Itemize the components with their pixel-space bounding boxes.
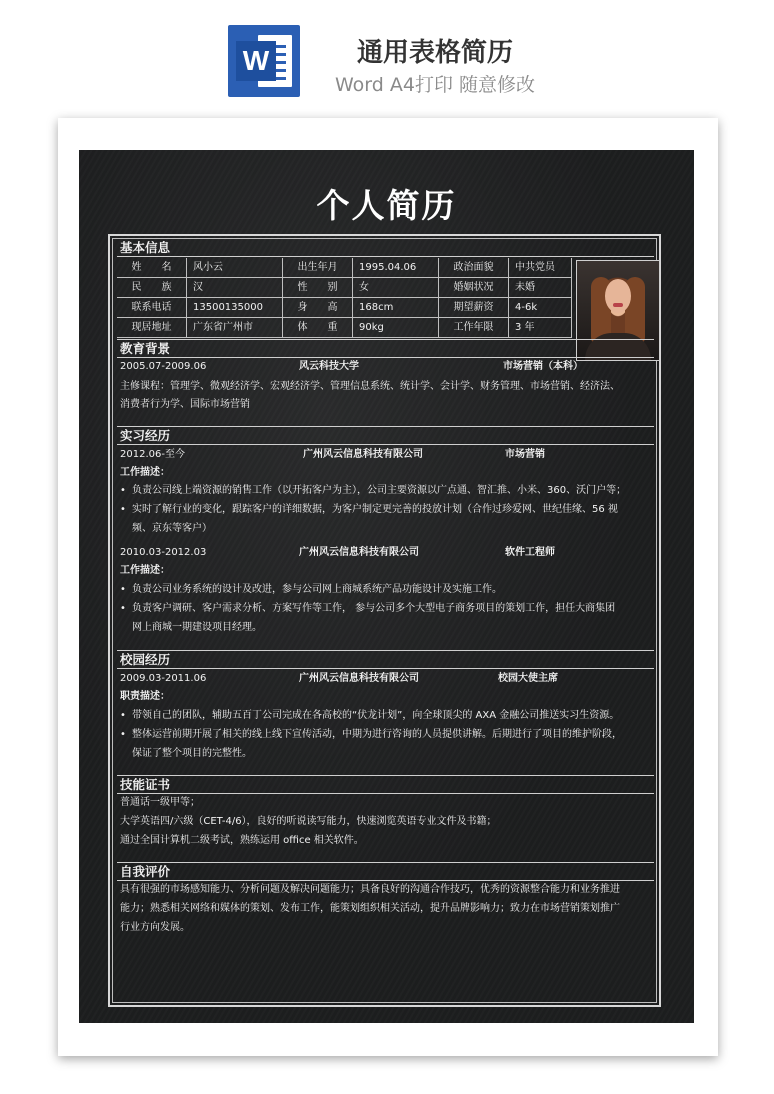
header-banner — [0, 0, 774, 110]
skill-line-1: 普通话一级甲等； — [120, 797, 200, 808]
resume-title: 个人简历 — [316, 186, 457, 225]
bullet: • — [120, 710, 126, 721]
resume-frame — [108, 234, 661, 1007]
job2-role: 软件工程师 — [505, 547, 555, 558]
skill-line-2: 大学英语四/六级（CET-4/6），良好的听说读写能力，快速浏览英语专业文件及书籍； — [120, 816, 497, 827]
basic-info-table — [117, 258, 572, 338]
edu-school: 风云科技大学 — [299, 361, 359, 372]
section-self-eval: 自我评价 — [117, 862, 654, 881]
info-value: 1995.04.06 — [353, 258, 439, 278]
info-label: 性 别 — [283, 278, 353, 298]
job1-period: 2012.06-至今 — [120, 449, 185, 460]
self-eval-line-1: 具有很强的市场感知能力、分析问题及解决问题能力；具备良好的沟通合作技巧，优秀的资源整合能力和业务推进 — [120, 884, 620, 895]
skill-line-3: 通过全国计算机二级考试，熟练运用 office 相关软件。 — [120, 835, 364, 846]
info-value: 未婚 — [509, 278, 572, 298]
bullet: • — [120, 504, 126, 515]
info-label: 民 族 — [117, 278, 187, 298]
section-education: 教育背景 — [117, 339, 654, 358]
banner-title: 通用表格简历 — [356, 38, 513, 68]
campus-line-2: 整体运营前期开展了相关的线上线下宣传活动，中期为进行咨询的人员提供讲解。后期进行了项目的维护阶段， — [132, 729, 622, 740]
bullet: • — [120, 729, 126, 740]
info-label: 工作年限 — [439, 318, 509, 338]
campus-desc-label: 职责描述： — [120, 691, 170, 702]
info-value: 13500135000 — [187, 298, 283, 318]
campus-role: 校园大使主席 — [498, 673, 558, 684]
info-value: 广东省广州市 — [187, 318, 283, 338]
edu-major: 市场营销（本科） — [503, 361, 583, 372]
job1-line-3: 频、京东等客户） — [132, 523, 212, 534]
edu-courses-line-1: 主修课程：管理学、微观经济学、宏观经济学、管理信息系统、统计学、会计学、财务管理、市场营销、经济法、 — [120, 381, 620, 392]
edu-period: 2005.07-2009.06 — [120, 361, 207, 372]
bullet: • — [120, 603, 126, 614]
section-campus: 校园经历 — [117, 650, 654, 669]
job1-desc-label: 工作描述： — [120, 467, 170, 478]
self-eval-line-2: 能力；熟悉相关网络和媒体的策划、发布工作，能策划组织相关活动，提升品牌影响力；致力在市场营销策划推广 — [120, 903, 620, 914]
info-label: 联系电话 — [117, 298, 187, 318]
info-label: 姓 名 — [117, 258, 187, 278]
section-skills: 技能证书 — [117, 775, 654, 794]
job2-desc-label: 工作描述： — [120, 565, 170, 576]
info-value: 汉 — [187, 278, 283, 298]
info-value: 90kg — [353, 318, 439, 338]
bullet: • — [120, 485, 126, 496]
word-icon — [228, 25, 300, 97]
job2-line-2: 负责客户调研、客户需求分析、方案写作等工作， 参与公司多个大型电子商务项目的策划工作，担任大商集团 — [132, 603, 616, 614]
edu-courses-line-2: 消费者行为学、国际市场营销 — [120, 399, 250, 410]
job2-line-3: 网上商城一期建设项目经理。 — [132, 622, 262, 633]
resume-inner-frame — [112, 238, 657, 1003]
info-value: 女 — [353, 278, 439, 298]
job1-company: 广州风云信息科技有限公司 — [303, 449, 423, 460]
info-label: 身 高 — [283, 298, 353, 318]
info-label: 现居地址 — [117, 318, 187, 338]
info-label: 政治面貌 — [439, 258, 509, 278]
info-label: 期望薪资 — [439, 298, 509, 318]
info-label: 出生年月 — [283, 258, 353, 278]
info-value: 风小云 — [187, 258, 283, 278]
section-basic-info: 基本信息 — [117, 239, 654, 257]
bullet: • — [120, 584, 126, 595]
campus-line-3: 保证了整个项目的完整性。 — [132, 748, 252, 759]
resume-board — [79, 150, 694, 1023]
campus-line-1: 带领自己的团队，辅助五百丁公司完成在各高校的“伏龙计划”，向全球顶尖的 AXA 金融公司推送实习生资源。 — [132, 710, 620, 721]
info-label: 体 重 — [283, 318, 353, 338]
campus-period: 2009.03-2011.06 — [120, 673, 207, 684]
info-value: 4-6k — [509, 298, 572, 318]
word-letter: W — [236, 41, 276, 81]
info-value: 中共党员 — [509, 258, 572, 278]
job2-period: 2010.03-2012.03 — [120, 547, 207, 558]
info-value: 3 年 — [509, 318, 572, 338]
section-internship: 实习经历 — [117, 426, 654, 445]
info-value: 168cm — [353, 298, 439, 318]
job2-company: 广州风云信息科技有限公司 — [299, 547, 419, 558]
info-label: 婚姻状况 — [439, 278, 509, 298]
banner-subtitle: Word A4打印 随意修改 — [334, 74, 535, 96]
campus-company: 广州风云信息科技有限公司 — [299, 673, 419, 684]
job1-line-2: 实时了解行业的变化，跟踪客户的详细数据，为客户制定更完善的投放计划（合作过珍爱网、世纪佳缘、56 视 — [132, 504, 618, 515]
self-eval-line-3: 行业方向发展。 — [120, 922, 190, 933]
job1-line-1: 负责公司线上端资源的销售工作（以开拓客户为主），公司主要资源以广点通、智汇推、小米、360、沃门户等； — [132, 485, 627, 496]
job2-line-1: 负责公司业务系统的设计及改进，参与公司网上商城系统产品功能设计及实施工作。 — [132, 584, 502, 595]
job1-role: 市场营销 — [505, 449, 545, 460]
